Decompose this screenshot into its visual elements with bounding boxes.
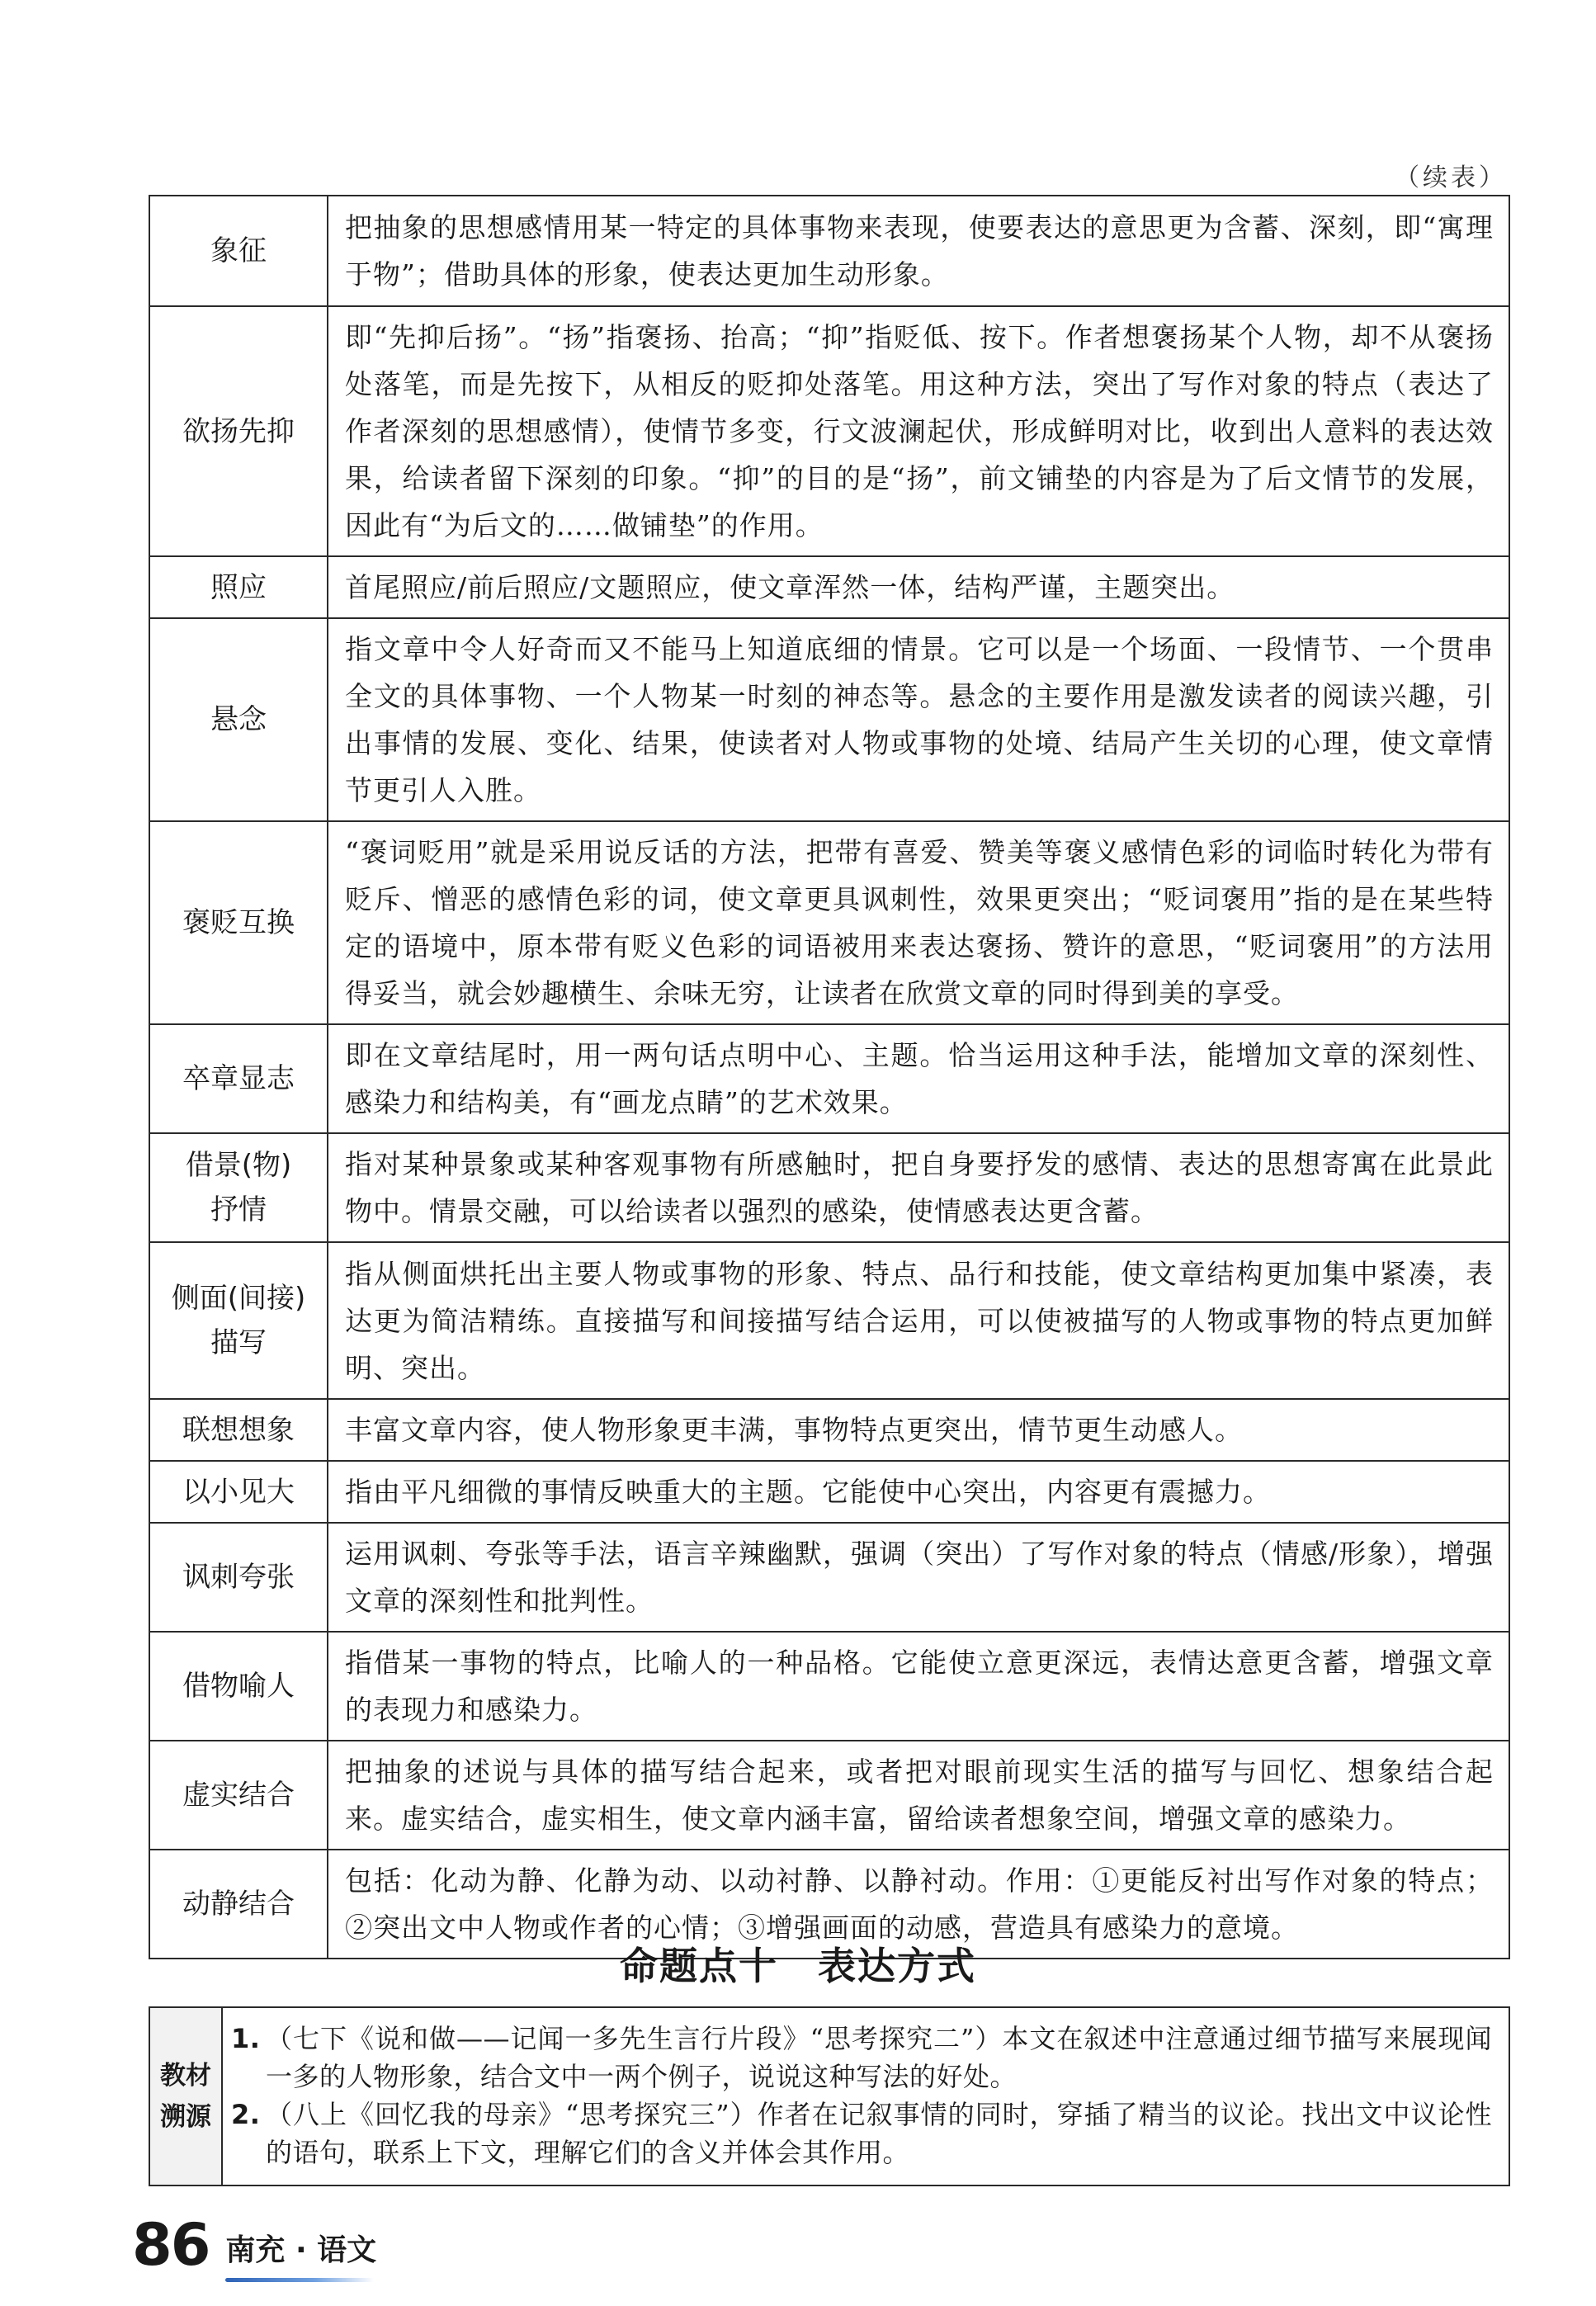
term-cell: 以小见大 <box>149 1461 328 1523</box>
term-cell: 悬念 <box>149 618 328 821</box>
description-cell: 指借某一事物的特点，比喻人的一种品格。它能使立意更深远，表情达意更含蓄，增强文章的表现力和感染力。 <box>328 1632 1509 1741</box>
term-cell: 褒贬互换 <box>149 821 328 1024</box>
term-cell <box>149 1133 328 1242</box>
table-row <box>149 618 1509 821</box>
table-row <box>149 1741 1509 1850</box>
table-row <box>149 1024 1509 1133</box>
description-cell: 指由平凡细微的事情反映重大的主题。它能使中心突出，内容更有震撼力。 <box>328 1461 1509 1523</box>
item-text: （八上《回忆我的母亲》“思考探究三”）作者在记叙事情的同时，穿插了精当的议论。找出文中议论性的语句，联系上下文，理解它们的含义并体会其作用。 <box>266 2099 1492 2168</box>
table-row <box>149 1461 1509 1523</box>
description-cell: “褒词贬用”就是采用说反话的方法，把带有喜爱、赞美等褒义感情色彩的词临时转化为带有贬斥、憎恶的感情色彩的词，使文章更具讽刺性，效果更突出；“贬词褒用”指的是在某些特定的语境中，原本带有贬义色彩的词语被用来表达褒扬、赞许的意思，“贬词褒用”的方法用得妥当，就会妙趣横生、余味无穷，让读者在欣赏文章的同时得到美的享受。 <box>328 821 1509 1024</box>
description-cell: 包括：化动为静、化静为动、以动衬静、以静衬动。作用：①更能反衬出写作对象的特点；②突出文中人物或作者的心情；③增强画面的动感，营造具有感染力的意境。 <box>328 1850 1509 1959</box>
decorative-underline <box>225 2278 374 2282</box>
table-row <box>149 306 1509 556</box>
table-row <box>149 1523 1509 1632</box>
table-row <box>149 1399 1509 1461</box>
page-number: 86 <box>132 2211 210 2279</box>
term-cell: 欲扬先抑 <box>149 306 328 556</box>
item-number: 1. <box>231 2023 261 2054</box>
description-cell: 指从侧面烘托出主要人物或事物的形象、特点、品行和技能，使文章结构更加集中紧凑，表达更为简洁精练。直接描写和间接描写结合运用，可以使被描写的人物或事物的特点更加鲜明、突出。 <box>328 1242 1509 1399</box>
term-text: 侧面(间接) 描写 <box>171 1282 306 1359</box>
term-cell: 讽刺夸张 <box>149 1523 328 1632</box>
description-cell: 首尾照应/前后照应/文题照应，使文章浑然一体，结构严谨，主题突出。 <box>328 556 1509 618</box>
term-cell: 卒章显志 <box>149 1024 328 1133</box>
book-title-text: 南充 · 语文 <box>225 2233 377 2267</box>
term-cell: 联想想象 <box>149 1399 328 1461</box>
term-text: 借景(物) 抒情 <box>185 1149 292 1226</box>
techniques-table <box>149 195 1510 1959</box>
item-text: （七下《说和做——记闻一多先生言行片段》“思考探究二”）本文在叙述中注意通过细节描写来展现闻一多的人物形象，结合文中一两个例子，说说这种写法的好处。 <box>266 2023 1492 2092</box>
table-row <box>149 1242 1509 1399</box>
book-title <box>225 2227 376 2269</box>
source-label-line: 教材 <box>160 2061 211 2091</box>
source-items <box>223 2008 1509 2185</box>
source-label <box>150 2008 223 2185</box>
source-label-line: 溯源 <box>160 2102 211 2132</box>
term-cell <box>149 1242 328 1399</box>
section-title: 命题点十 表达方式 <box>620 1944 976 1988</box>
term-cell: 象征 <box>149 196 328 306</box>
term-cell: 照应 <box>149 556 328 618</box>
table-row <box>149 1133 1509 1242</box>
term-cell: 虚实结合 <box>149 1741 328 1850</box>
term-cell: 借物喻人 <box>149 1632 328 1741</box>
continued-label: （续表） <box>1395 163 1507 192</box>
description-cell: 即在文章结尾时，用一两句话点明中心、主题。恰当运用这种手法，能增加文章的深刻性、感染力和结构美，有“画龙点睛”的艺术效果。 <box>328 1024 1509 1133</box>
page-footer <box>132 2211 377 2279</box>
table-row <box>149 196 1509 306</box>
description-cell: 即“先抑后扬”。“扬”指褒扬、抬高；“抑”指贬低、按下。作者想褒扬某个人物，却不从褒扬处落笔，而是先按下，从相反的贬抑处落笔。用这种方法，突出了写作对象的特点（表达了作者深刻的思想感情），使情节多变，行文波澜起伏，形成鲜明对比，收到出人意料的表达效果，给读者留下深刻的印象。“抑”的目的是“扬”，前文铺垫的内容是为了后文情节的发展，因此有“为后文的……做铺垫”的作用。 <box>328 306 1509 556</box>
description-cell: 把抽象的述说与具体的描写结合起来，或者把对眼前现实生活的描写与回忆、想象结合起来。虚实结合，虚实相生，使文章内涵丰富，留给读者想象空间，增强文章的感染力。 <box>328 1741 1509 1850</box>
item-number: 2. <box>231 2099 261 2130</box>
description-cell: 把抽象的思想感情用某一特定的具体事物来表现，使要表达的意思更为含蓄、深刻，即“寓理于物”；借助具体的形象，使表达更加生动形象。 <box>328 196 1509 306</box>
table-row <box>149 556 1509 618</box>
table-row <box>149 1632 1509 1741</box>
description-cell: 指对某种景象或某种客观事物有所感触时，把自身要抒发的感情、表达的思想寄寓在此景此物中。情景交融，可以给读者以强烈的感染，使情感表达更含蓄。 <box>328 1133 1509 1242</box>
textbook-source-box <box>149 2006 1510 2186</box>
table-row <box>149 821 1509 1024</box>
source-item <box>231 2020 1492 2096</box>
term-cell: 动静结合 <box>149 1850 328 1959</box>
description-cell: 运用讽刺、夸张等手法，语言辛辣幽默，强调（突出）了写作对象的特点（情感/形象），增强文章的深刻性和批判性。 <box>328 1523 1509 1632</box>
source-item <box>231 2096 1492 2171</box>
description-cell: 丰富文章内容，使人物形象更丰满，事物特点更突出，情节更生动感人。 <box>328 1399 1509 1461</box>
description-cell: 指文章中令人好奇而又不能马上知道底细的情景。它可以是一个场面、一段情节、一个贯串全文的具体事物、一个人物某一时刻的神态等。悬念的主要作用是激发读者的阅读兴趣，引出事情的发展、变化、结果，使读者对人物或事物的处境、结局产生关切的心理，使文章情节更引人入胜。 <box>328 618 1509 821</box>
